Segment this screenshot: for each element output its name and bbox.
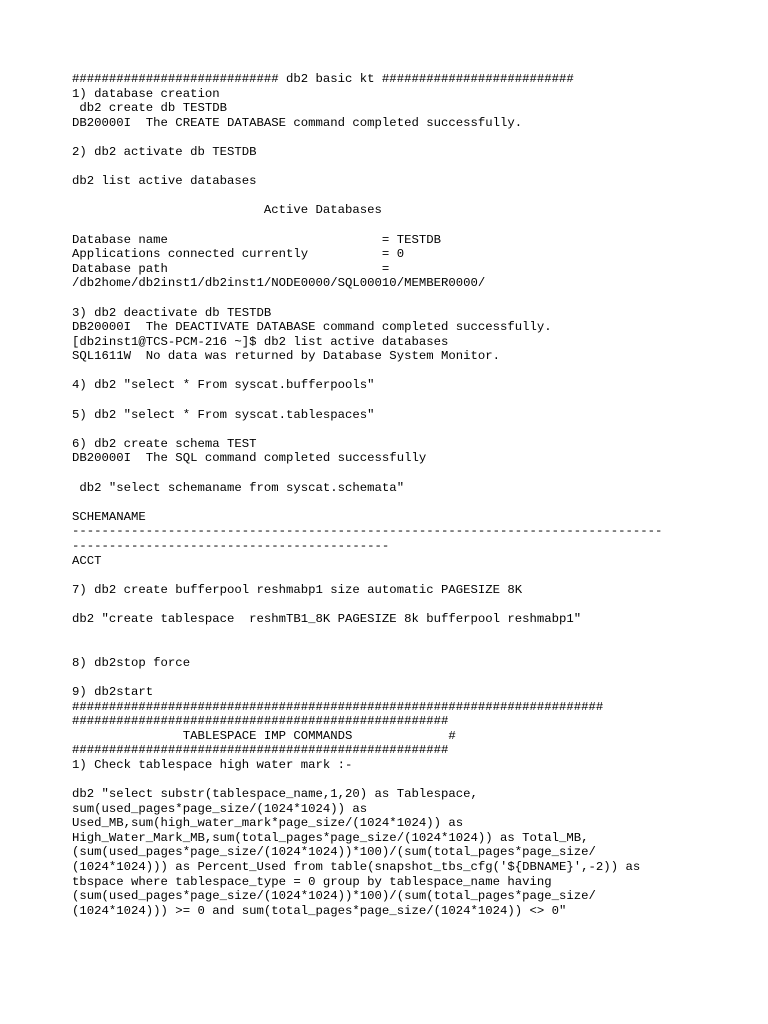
doc-line: DB20000I The SQL command completed successfully xyxy=(72,451,427,466)
doc-line: 8) db2stop force xyxy=(72,655,191,670)
doc-line: 9) db2start xyxy=(72,684,154,699)
doc-line xyxy=(72,597,712,612)
doc-line: Active Databases xyxy=(72,203,382,218)
doc-line: db2 list active databases xyxy=(72,174,257,189)
doc-line: db2 "create tablespace reshmTB1_8K PAGESIZE 8k bufferpool reshmabp1" xyxy=(72,611,582,626)
doc-line xyxy=(72,189,712,204)
doc-line xyxy=(72,218,712,233)
doc-line: 7) db2 create bufferpool reshmabp1 size automatic PAGESIZE 8K xyxy=(72,582,523,597)
doc-line: /db2home/db2inst1/db2inst1/NODE0000/SQL00010/MEMBER0000/ xyxy=(72,276,486,291)
doc-line: 5) db2 "select * From syscat.tablespaces" xyxy=(72,407,375,422)
doc-line: 1) Check tablespace high water mark :- xyxy=(72,757,353,772)
doc-line: db2 "select substr(tablespace_name,1,20) as Tablespace, xyxy=(72,787,478,802)
doc-line: Used_MB,sum(high_water_mark*page_size/(1024*1024)) as xyxy=(72,816,464,831)
doc-line: ACCT xyxy=(72,553,102,568)
doc-line: 1) database creation xyxy=(72,86,220,101)
doc-line: [db2inst1@TCS-PCM-216 ~]$ db2 list active databases xyxy=(72,334,449,349)
doc-line xyxy=(72,364,712,379)
doc-line: Database path = xyxy=(72,261,390,276)
doc-line xyxy=(72,160,712,175)
document-page xyxy=(72,72,712,918)
doc-line: (1024*1024))) >= 0 and sum(total_pages*page_size/(1024*1024)) <> 0" xyxy=(72,903,567,918)
doc-line: 4) db2 "select * From syscat.bufferpools" xyxy=(72,378,375,393)
doc-line xyxy=(72,291,712,306)
doc-line: SQL1611W No data was returned by Database System Monitor. xyxy=(72,349,501,364)
doc-line: (sum(used_pages*page_size/(1024*1024))*100)/(sum(total_pages*page_size/ xyxy=(72,889,596,904)
doc-line xyxy=(72,466,712,481)
doc-line xyxy=(72,568,712,583)
doc-line: Applications connected currently = 0 xyxy=(72,247,405,262)
doc-line xyxy=(72,130,712,145)
doc-line xyxy=(72,422,712,437)
doc-line: SCHEMANAME xyxy=(72,509,146,524)
doc-line: DB20000I The CREATE DATABASE command completed successfully. xyxy=(72,115,523,130)
doc-line xyxy=(72,670,712,685)
doc-line: Database name = TESTDB xyxy=(72,232,441,247)
doc-line: High_Water_Mark_MB,sum(total_pages*page_size/(1024*1024)) as Total_MB, xyxy=(72,830,589,845)
doc-line xyxy=(72,393,712,408)
doc-line: tbspace where tablespace_type = 0 group by tablespace_name having xyxy=(72,874,552,889)
doc-line: 3) db2 deactivate db TESTDB xyxy=(72,305,272,320)
doc-line: (1024*1024))) as Percent_Used from table(snapshot_tbs_cfg('${DBNAME}',-2)) as xyxy=(72,860,641,875)
doc-line: db2 create db TESTDB xyxy=(72,101,227,116)
doc-line: 6) db2 create schema TEST xyxy=(72,436,257,451)
doc-line: sum(used_pages*page_size/(1024*1024)) as xyxy=(72,801,368,816)
doc-line: ################################################### xyxy=(72,714,449,729)
doc-line: db2 "select schemaname from syscat.schemata" xyxy=(72,480,405,495)
doc-line: ################################################### xyxy=(72,743,449,758)
doc-line: -------------------------------------------------------------------------------- xyxy=(72,524,663,539)
doc-line: ######################################################################## xyxy=(72,699,604,714)
doc-line: DB20000I The DEACTIVATE DATABASE command completed successfully. xyxy=(72,320,552,335)
doc-line xyxy=(72,641,712,656)
doc-line: (sum(used_pages*page_size/(1024*1024))*100)/(sum(total_pages*page_size/ xyxy=(72,845,596,860)
doc-line: TABLESPACE IMP COMMANDS # xyxy=(72,728,456,743)
doc-line: ------------------------------------------- xyxy=(72,539,390,553)
doc-line: 2) db2 activate db TESTDB xyxy=(72,144,257,159)
doc-line xyxy=(72,627,712,642)
doc-line xyxy=(72,495,712,510)
doc-line xyxy=(72,773,712,788)
doc-line: ############################ db2 basic kt ########################## xyxy=(72,72,574,86)
